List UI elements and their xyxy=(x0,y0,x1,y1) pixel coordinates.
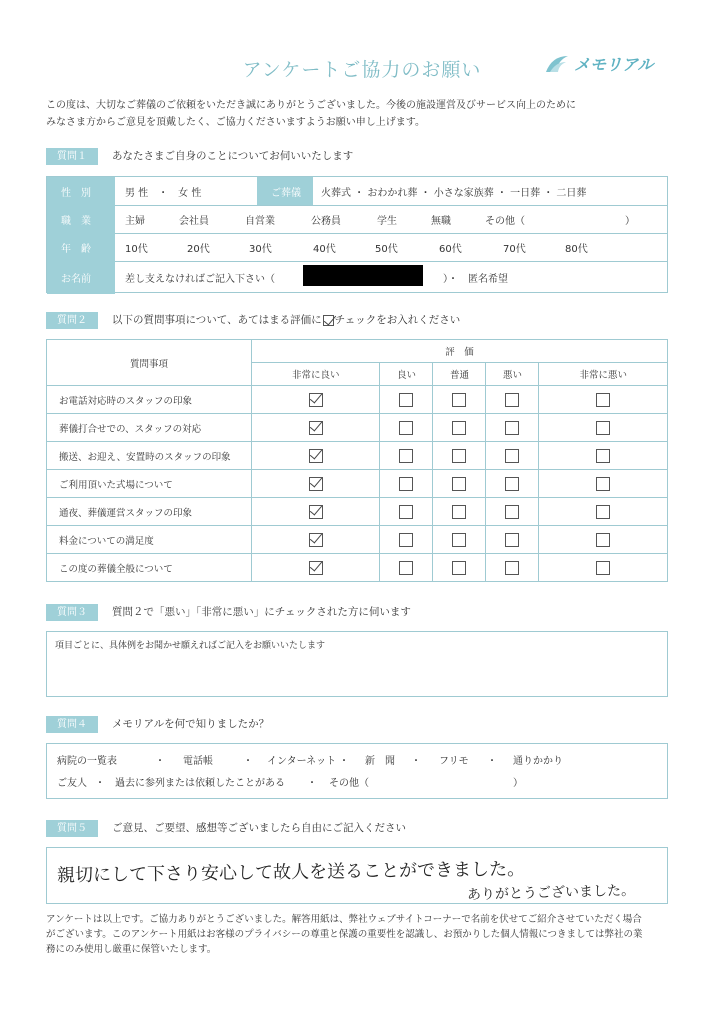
age-option[interactable]: 40代 xyxy=(313,243,336,255)
checkbox[interactable] xyxy=(452,421,466,435)
rating-cell xyxy=(539,498,668,526)
footer-line-1: アンケートは以上です。ご協力ありがとうございました。解答用紙は、弊社ウェブサイトコーナーで名前を伏せてご紹介させていただく場合 xyxy=(46,914,642,925)
checkbox[interactable] xyxy=(596,449,610,463)
age-option[interactable]: 70代 xyxy=(503,243,526,255)
rating-cell xyxy=(252,470,380,498)
checkbox[interactable] xyxy=(596,421,610,435)
rating-cell xyxy=(252,554,380,582)
gender-options[interactable]: 男 性 ・ 女 性 xyxy=(125,187,202,199)
rating-cell xyxy=(486,386,539,414)
separator: ・ xyxy=(487,756,497,767)
other-close-paren: ） xyxy=(513,778,523,789)
q4-text: メモリアルを何で知りましたか？ xyxy=(112,718,270,730)
q3-box-prompt: 項目ごとに、具体例をお聞かせ願えればご記入をお願いいたします xyxy=(55,641,326,651)
rating-cell xyxy=(433,414,486,442)
age-option[interactable]: 80代 xyxy=(565,243,588,255)
separator: ・ xyxy=(307,778,317,789)
checkbox[interactable] xyxy=(505,421,519,435)
rating-cell xyxy=(380,442,433,470)
rating-cell xyxy=(433,498,486,526)
rating-cell xyxy=(433,470,486,498)
q3-answer-box[interactable] xyxy=(46,631,668,697)
page-title: アンケートご協力のお願い xyxy=(242,59,482,81)
rating-cell xyxy=(539,470,668,498)
q4-options-box xyxy=(46,743,668,799)
rating-cell xyxy=(539,554,668,582)
source-option-other[interactable]: その他（ xyxy=(329,778,369,789)
evaluation-row xyxy=(47,498,668,526)
question-item-label: 葬儀打合せでの、スタッフの対応 xyxy=(47,414,252,442)
checkbox[interactable] xyxy=(399,477,413,491)
q4-tag: 質問４ xyxy=(46,716,98,733)
age-option[interactable]: 20代 xyxy=(187,243,210,255)
q3-tag: 質問３ xyxy=(46,604,98,621)
separator: ・ xyxy=(243,756,253,767)
question-item-label: この度の葬儀全般について xyxy=(47,554,252,582)
age-option[interactable]: 30代 xyxy=(249,243,272,255)
job-option[interactable]: 会社員 xyxy=(179,215,209,227)
footer-note xyxy=(46,912,676,957)
q1-table xyxy=(46,176,668,293)
job-option[interactable]: 公務員 xyxy=(311,215,341,227)
checked-checkbox[interactable] xyxy=(309,477,323,491)
checkbox[interactable] xyxy=(505,449,519,463)
brand-logo xyxy=(544,52,653,75)
source-option[interactable]: 電話帳 xyxy=(183,756,213,767)
rating-cell xyxy=(252,526,380,554)
evaluation-row xyxy=(47,470,668,498)
anonymous-option[interactable]: ）・ 匿名希望 xyxy=(443,274,508,285)
source-option[interactable]: 通りかかり xyxy=(513,756,563,767)
checkbox[interactable] xyxy=(505,477,519,491)
checkbox[interactable] xyxy=(505,505,519,519)
footer-line-2: がございます。このアンケート用紙はお客様のプライバシーの尊重と保護の重要性を認識し、お預かりした個人情報につきましては弊社の業 xyxy=(46,929,643,940)
question-item-label: 料金についての満足度 xyxy=(47,526,252,554)
rating-cell xyxy=(380,470,433,498)
job-option-other[interactable]: その他（ ） xyxy=(485,215,635,227)
checkbox[interactable] xyxy=(399,561,413,575)
age-option[interactable]: 10代 xyxy=(125,243,148,255)
checkbox[interactable] xyxy=(596,505,610,519)
check-sample-icon xyxy=(323,315,334,326)
q5-answer-box[interactable] xyxy=(46,847,668,904)
checkbox[interactable] xyxy=(452,449,466,463)
evaluation-table xyxy=(46,339,668,582)
q1-row-gender xyxy=(47,177,667,206)
rating-cell xyxy=(380,498,433,526)
q5-tag: 質問５ xyxy=(46,820,98,837)
rating-cell xyxy=(539,526,668,554)
rating-cell xyxy=(380,386,433,414)
rating-cell xyxy=(486,442,539,470)
checkbox[interactable] xyxy=(596,561,610,575)
checkbox[interactable] xyxy=(596,393,610,407)
rating-cell xyxy=(433,554,486,582)
separator: ・ xyxy=(155,756,165,767)
evaluation-row xyxy=(47,386,668,414)
rating-cell xyxy=(486,526,539,554)
gender-label: 性 別 xyxy=(47,177,115,205)
name-prompt: 差し支えなければご記入下さい（ xyxy=(125,274,275,285)
rating-cell xyxy=(486,554,539,582)
rating-cell xyxy=(252,498,380,526)
rating-cell xyxy=(252,414,380,442)
age-option[interactable]: 60代 xyxy=(439,243,462,255)
evaluation-row xyxy=(47,526,668,554)
q3-text: 質問２で「悪い」「非常に悪い」にチェックされた方に伺います xyxy=(112,606,411,618)
rating-cell xyxy=(380,526,433,554)
checked-checkbox[interactable] xyxy=(309,449,323,463)
col-item-header: 質問事項 xyxy=(47,340,252,386)
rating-cell xyxy=(380,554,433,582)
source-option[interactable]: ご友人 xyxy=(57,778,87,789)
rating-header: 非常に悪い xyxy=(539,363,668,386)
checkbox[interactable] xyxy=(452,561,466,575)
source-option[interactable]: 過去に参列または依頼したことがある xyxy=(115,778,285,789)
q5-text: ご意見、ご要望、感想等ございましたら自由にご記入ください xyxy=(112,822,406,834)
checked-checkbox[interactable] xyxy=(309,533,323,547)
checked-checkbox[interactable] xyxy=(309,421,323,435)
checkbox[interactable] xyxy=(452,477,466,491)
rating-cell xyxy=(539,414,668,442)
rating-cell xyxy=(433,526,486,554)
q2-text-part1: 以下の質問事項について、あてはまる評価に xyxy=(112,314,322,326)
source-option[interactable]: 病院の一覧表 xyxy=(57,756,117,767)
q1-row-job xyxy=(47,205,667,234)
rating-cell xyxy=(486,498,539,526)
source-option[interactable]: 新 聞 xyxy=(365,756,395,767)
checkbox[interactable] xyxy=(399,449,413,463)
checkbox[interactable] xyxy=(452,505,466,519)
checkbox[interactable] xyxy=(452,533,466,547)
rating-header: 良い xyxy=(380,363,433,386)
checkbox[interactable] xyxy=(399,505,413,519)
rating-cell xyxy=(539,386,668,414)
checkbox[interactable] xyxy=(596,533,610,547)
job-label: 職 業 xyxy=(47,205,115,233)
checkbox[interactable] xyxy=(399,533,413,547)
rating-cell xyxy=(252,386,380,414)
q2-text xyxy=(112,312,460,329)
q2-tag: 質問２ xyxy=(46,312,98,329)
job-option[interactable]: 学生 xyxy=(377,215,397,227)
rating-cell xyxy=(539,442,668,470)
handwritten-comment-line2: ありがとうございました。 xyxy=(466,882,636,904)
funeral-label: ご葬儀 xyxy=(257,177,313,205)
col-eval-header: 評 価 xyxy=(252,340,668,363)
memorial-logo-icon xyxy=(544,54,570,74)
evaluation-row xyxy=(47,414,668,442)
q2-text-part2: チェックをお入れください xyxy=(334,314,461,326)
handwritten-comment-line1: 親切にして下さり安心して故人を送ることができました。 xyxy=(56,858,526,887)
q1-tag: 質問１ xyxy=(46,148,98,165)
question-item-label: 通夜、葬儀運営スタッフの印象 xyxy=(47,498,252,526)
intro-line-2: みなさま方からご意見を頂戴したく、ご協力くださいますようお願い申し上げます。 xyxy=(46,117,425,128)
name-redaction xyxy=(303,265,423,286)
evaluation-row xyxy=(47,554,668,582)
q1-text: あなたさまご自身のことについてお伺いいたします xyxy=(112,150,354,162)
rating-header: 悪い xyxy=(486,363,539,386)
question-item-label: お電話対応時のスタッフの印象 xyxy=(47,386,252,414)
name-label: お名前 xyxy=(47,261,115,294)
rating-cell xyxy=(486,414,539,442)
q1-row-age xyxy=(47,233,667,262)
rating-cell xyxy=(380,414,433,442)
separator: ・ xyxy=(339,756,349,767)
separator: ・ xyxy=(95,778,105,789)
question-item-label: 搬送、お迎え、安置時のスタッフの印象 xyxy=(47,442,252,470)
checkbox[interactable] xyxy=(505,393,519,407)
rating-cell xyxy=(486,470,539,498)
source-option[interactable]: フリモ xyxy=(439,756,469,767)
separator: ・ xyxy=(411,756,421,767)
source-option[interactable]: インターネット xyxy=(267,756,337,767)
q1-row-name xyxy=(47,261,667,294)
age-label: 年 齢 xyxy=(47,233,115,261)
intro-line-1: この度は、大切なご葬儀のご依頼をいただき誠にありがとうございました。今後の施設運営及びサービス向上のために xyxy=(46,100,576,111)
question-item-label: ご利用頂いた式場について xyxy=(47,470,252,498)
rating-header: 非常に良い xyxy=(252,363,380,386)
rating-cell xyxy=(433,386,486,414)
checkbox[interactable] xyxy=(505,561,519,575)
evaluation-row xyxy=(47,442,668,470)
checkbox[interactable] xyxy=(505,533,519,547)
rating-cell xyxy=(252,442,380,470)
checkbox[interactable] xyxy=(399,393,413,407)
rating-header: 普通 xyxy=(433,363,486,386)
checkbox[interactable] xyxy=(596,477,610,491)
job-option[interactable]: 主婦 xyxy=(125,215,145,227)
checked-checkbox[interactable] xyxy=(309,393,323,407)
funeral-options[interactable]: 火葬式 ・ おわかれ葬 ・ 小さな家族葬 ・ 一日葬 ・ 二日葬 xyxy=(321,187,587,199)
age-option[interactable]: 50代 xyxy=(375,243,398,255)
footer-line-3: 務にのみ使用し厳重に保管いたします。 xyxy=(46,944,217,955)
job-option[interactable]: 自営業 xyxy=(245,215,275,227)
checkbox[interactable] xyxy=(452,393,466,407)
job-option[interactable]: 無職 xyxy=(431,215,451,227)
checked-checkbox[interactable] xyxy=(309,561,323,575)
checkbox[interactable] xyxy=(399,421,413,435)
logo-text: メモリアル xyxy=(574,55,654,74)
checked-checkbox[interactable] xyxy=(309,505,323,519)
rating-cell xyxy=(433,442,486,470)
intro-text xyxy=(46,97,576,131)
